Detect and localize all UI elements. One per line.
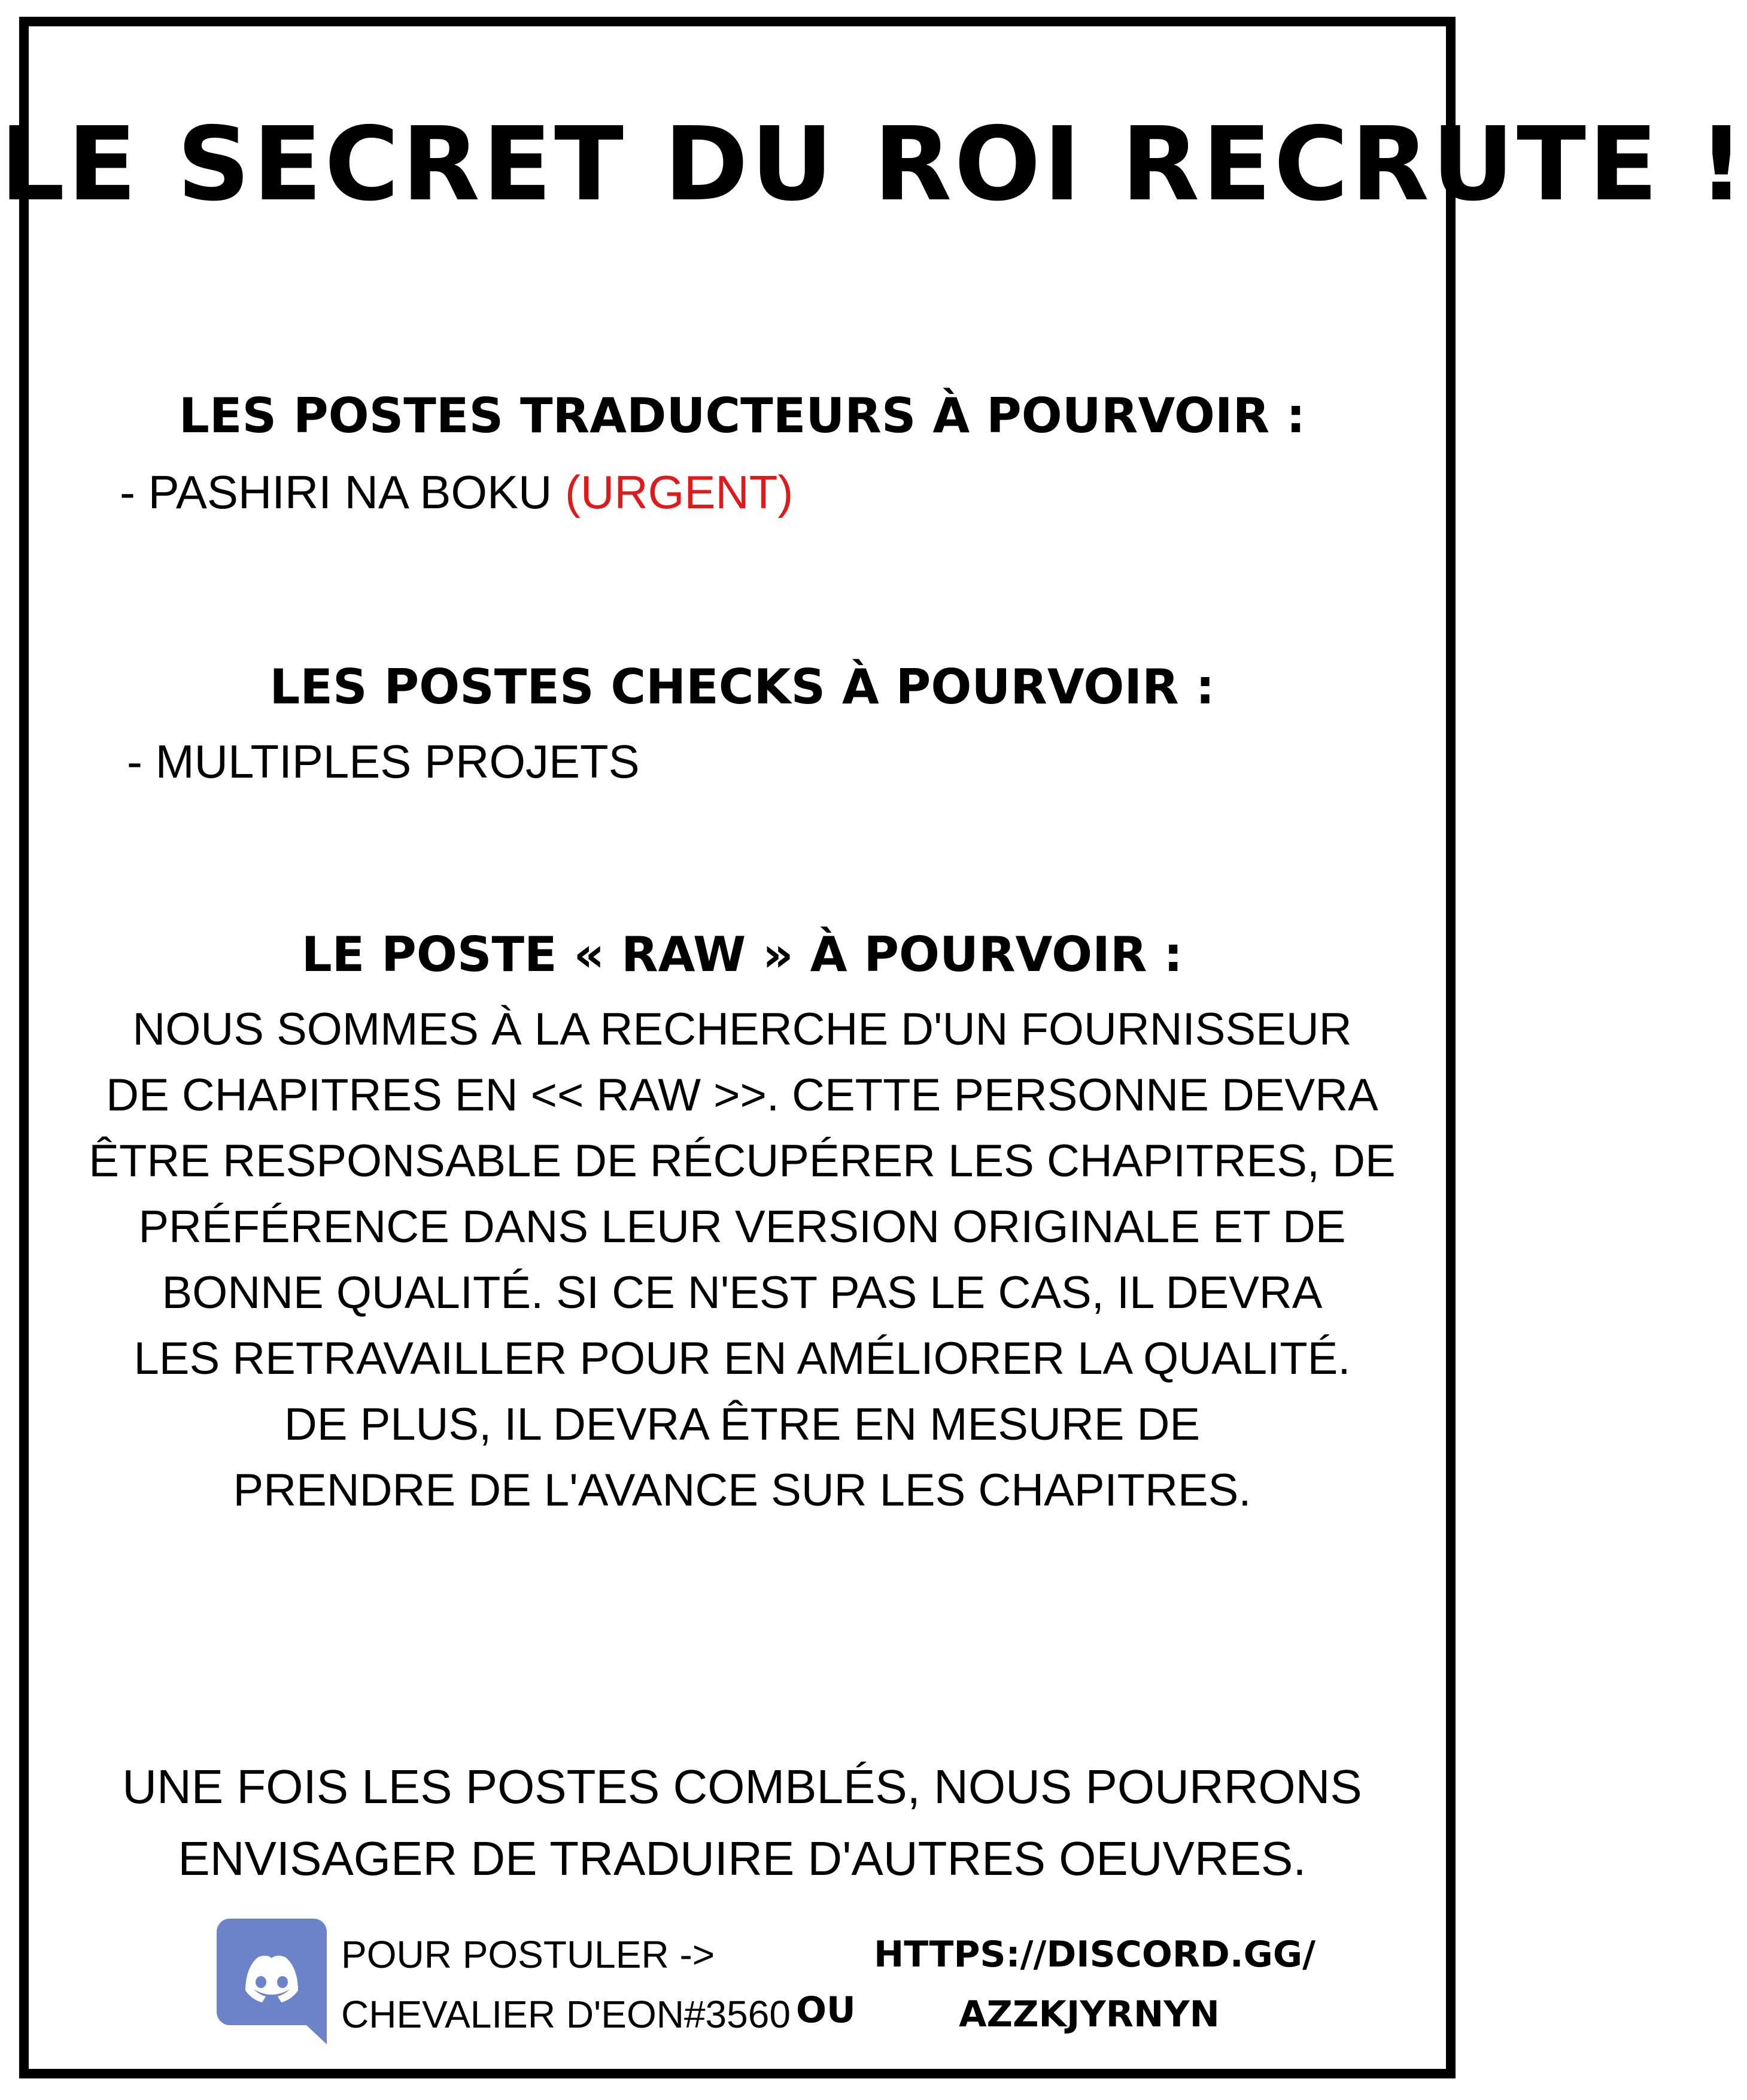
- raw-heading: LE POSTE « RAW » À POURVOIR :: [301, 927, 1183, 982]
- raw-line: LES RETRAVAILLER POUR EN AMÉLIORER LA QUALITÉ.: [133, 1333, 1351, 1384]
- contact-instruction: POUR POSTULER ->: [341, 1933, 715, 1976]
- checks-item: - MULTIPLES PROJETS: [127, 735, 640, 788]
- invite-link-line[interactable]: AZZKJYRNYN: [959, 1993, 1220, 2035]
- closing-note: [0, 1751, 1484, 1895]
- urgent-badge: (URGENT): [565, 466, 794, 518]
- raw-line: NOUS SOMMES À LA RECHERCHE D'UN FOURNISSEUR: [132, 1004, 1352, 1055]
- translators-heading: LES POSTES TRADUCTEURS À POURVOIR :: [178, 388, 1306, 444]
- translators-item: [120, 462, 793, 522]
- raw-line: DE CHAPITRES EN << RAW >>. CETTE PERSONNE DEVRA: [106, 1070, 1378, 1121]
- discord-icon: [217, 1919, 327, 2044]
- raw-line: BONNE QUALITÉ. SI CE N'EST PAS LE CAS, IL DEVRA: [162, 1267, 1323, 1318]
- raw-line: PRÉFÉRENCE DANS LEUR VERSION ORIGINALE ET DE: [138, 1201, 1346, 1252]
- invite-link-line[interactable]: HTTPS://DISCORD.GG/: [874, 1934, 1316, 1975]
- checks-heading: LES POSTES CHECKS À POURVOIR :: [269, 659, 1215, 715]
- raw-line: PRENDRE DE L'AVANCE SUR LES CHAPITRES.: [233, 1465, 1251, 1516]
- raw-line: DE PLUS, IL DEVRA ÊTRE EN MESURE DE: [284, 1399, 1201, 1450]
- closing-line: ENVISAGER DE TRADUIRE D'AUTRES OEUVRES.: [178, 1832, 1307, 1885]
- or-label: OU: [796, 1989, 856, 2031]
- translators-item-label: - PASHIRI NA BOKU: [120, 466, 566, 518]
- raw-line: ÊTRE RESPONSABLE DE RÉCUPÉRER LES CHAPITRES, DE: [89, 1136, 1396, 1186]
- raw-description: [0, 997, 1484, 1524]
- contact-username: CHEVALIER D'EON#3560: [341, 1993, 791, 2036]
- contact-info: [341, 1925, 791, 2044]
- page-title: LE SECRET DU ROI RECRUTE !: [0, 105, 1747, 224]
- closing-line: UNE FOIS LES POSTES COMBLÉS, NOUS POURRONS: [122, 1760, 1362, 1813]
- discord-invite-link[interactable]: [874, 1925, 1316, 2044]
